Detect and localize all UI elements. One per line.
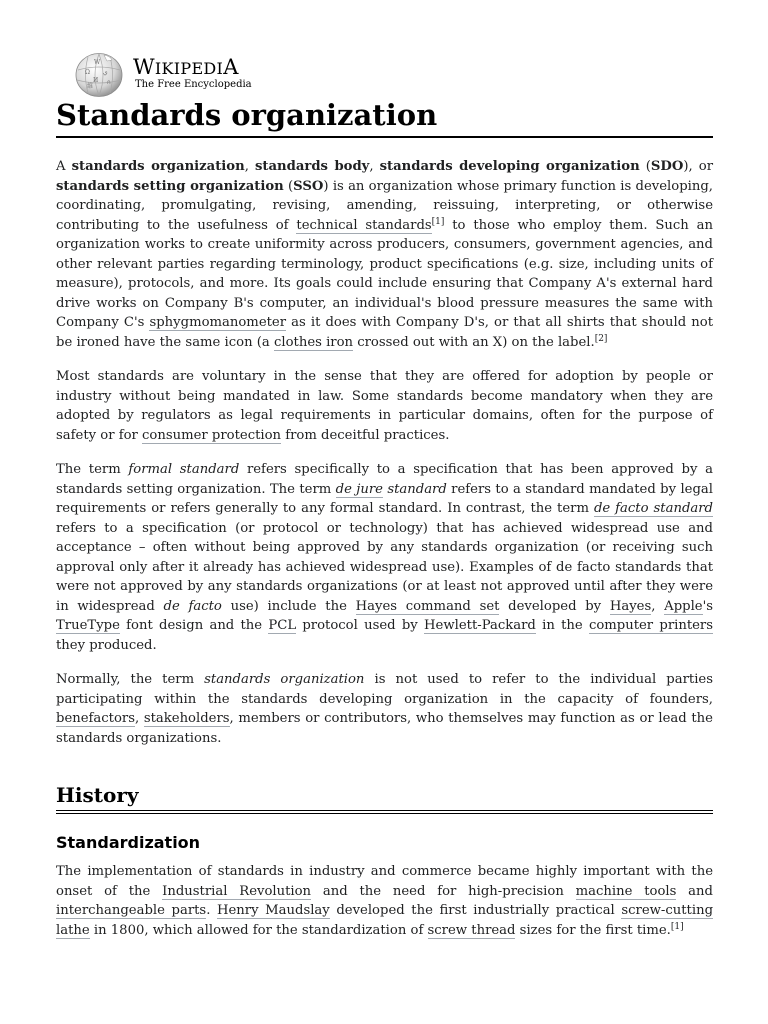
paragraph-voluntary: Most standards are voluntary in the sense that they are offered for adoption by people or industry without being mandated in law. Some standards become mandatory when they are adopted by regulators as legal requirements in particular domains, often for the purpose of safety or for consumer protection from deceitful practices. [56,369,713,443]
link-industrial-revolution[interactable]: Industrial Revolution [162,883,312,899]
link-henry-maudslay[interactable]: Henry Maudslay [217,903,330,918]
page-title: Standards organization [56,96,713,138]
link-screw-cutting-lathe[interactable]: screw-cutting lathe [56,903,714,938]
svg-text:Ω: Ω [85,69,90,76]
link-hayes[interactable]: Hayes [609,598,652,614]
article-body [56,157,713,955]
link-benefactors[interactable]: benefactors [56,711,135,726]
link-consumer-protection[interactable]: consumer protection [142,427,282,443]
link-hayes-command-set[interactable]: Hayes command set [355,598,500,614]
svg-text:ي: ي [103,69,108,76]
link-computer-printers[interactable]: computer printers [588,618,714,633]
link-de-jure[interactable]: de jure [335,481,383,497]
svg-text:И: И [93,77,99,84]
section-heading-history: History [56,782,713,814]
link-truetype[interactable]: TrueType [56,618,120,633]
svg-text:W: W [94,59,101,66]
tagline: The Free Encyclopedia [135,79,252,90]
citation-1-repeat[interactable]: [1] [670,921,684,932]
paragraph-normally: Normally, the term standards organization is not used to refer to the individual parties participating within the standards developing organization in the capacity of founders, benefactors, stakeholders, members or contributors, who themselves may function as or lead the standards organizations. [56,672,713,746]
link-sphygmomanometer[interactable]: sphygmomanometer [149,315,287,330]
citation-2[interactable]: [2] [594,333,608,344]
link-pcl[interactable]: PCL [268,618,297,633]
link-hewlett-packard[interactable]: Hewlett-Packard [424,618,536,633]
link-screw-thread[interactable]: screw thread [427,922,516,938]
citation-1[interactable]: [1] [431,216,445,227]
link-technical-standards[interactable]: technical standards [296,217,432,233]
wikipedia-logo[interactable] [74,52,274,96]
svg-text:ก: ก [107,79,111,86]
wikipedia-globe-icon [74,52,124,98]
subsection-heading-standardization: Standardization [56,833,201,852]
paragraph-standardization: The implementation of standards in industry and commerce became highly important with the onset of the Industrial Revolution and the need for high-precision machine tools and interchangeable parts. Henry Maudslay developed the first industrially practical screw-cutting lathe in 1800, which allowed for the standardization of screw thread sizes for the first time.[1] [56,864,714,938]
link-de-facto-standard[interactable]: de facto standard [593,501,713,516]
link-machine-tools[interactable]: machine tools [575,883,677,899]
paragraph-formal-standard: The term formal standard refers specifically to a specification that has been approved by a standards setting organization. The term de jure standard refers to a standard mandated by legal requirements or refers generally to any formal standard. In contrast, the term de facto standard refers to a specification (or protocol or technology) that has achieved widespread use and acceptance – often without being approved by any standards organization (or receiving such approval only after it already has achieved widespread use). Examples of de facto standards that were not approved by any standards organizations (or at least not approved until after they were in widespread de facto use) include the Hayes command set developed by Hayes, Apple's TrueType font design and the PCL protocol used by Hewlett-Packard in the computer printers they produced. [56,462,714,653]
svg-text:維: 維 [87,83,94,90]
link-stakeholders[interactable]: stakeholders [143,711,230,726]
link-clothes-iron[interactable]: clothes iron [273,334,354,350]
link-interchangeable-parts[interactable]: interchangeable parts [56,903,207,918]
wordmark: WIKIPEDIA [133,55,239,79]
link-apple[interactable]: Apple [664,598,703,614]
paragraph-intro: A standards organization, standards body, standards developing organization (SDO), or standards setting organization (SSO) is an organization whose primary function is developing, coordinating, promulgating, revising, amending, reissuing, interpreting, or otherwise contributing to the usefulness of technical standards[1] to those who employ them. Such an organization works to create uniformity across producers, consumers, government agencies, and other relevant parties regarding terminology, product specifications (e.g. size, including units of measure), protocols, and more. Its goals could include ensuring that Company A's external hard drive works on Company B's computer, an individual's blood pressure measures the same with Company C's sphygmomanometer as it does with Company D's, or that all shirts that should not be ironed have the same icon (a clothes iron crossed out with an X) on the label.[2] [56,159,714,350]
